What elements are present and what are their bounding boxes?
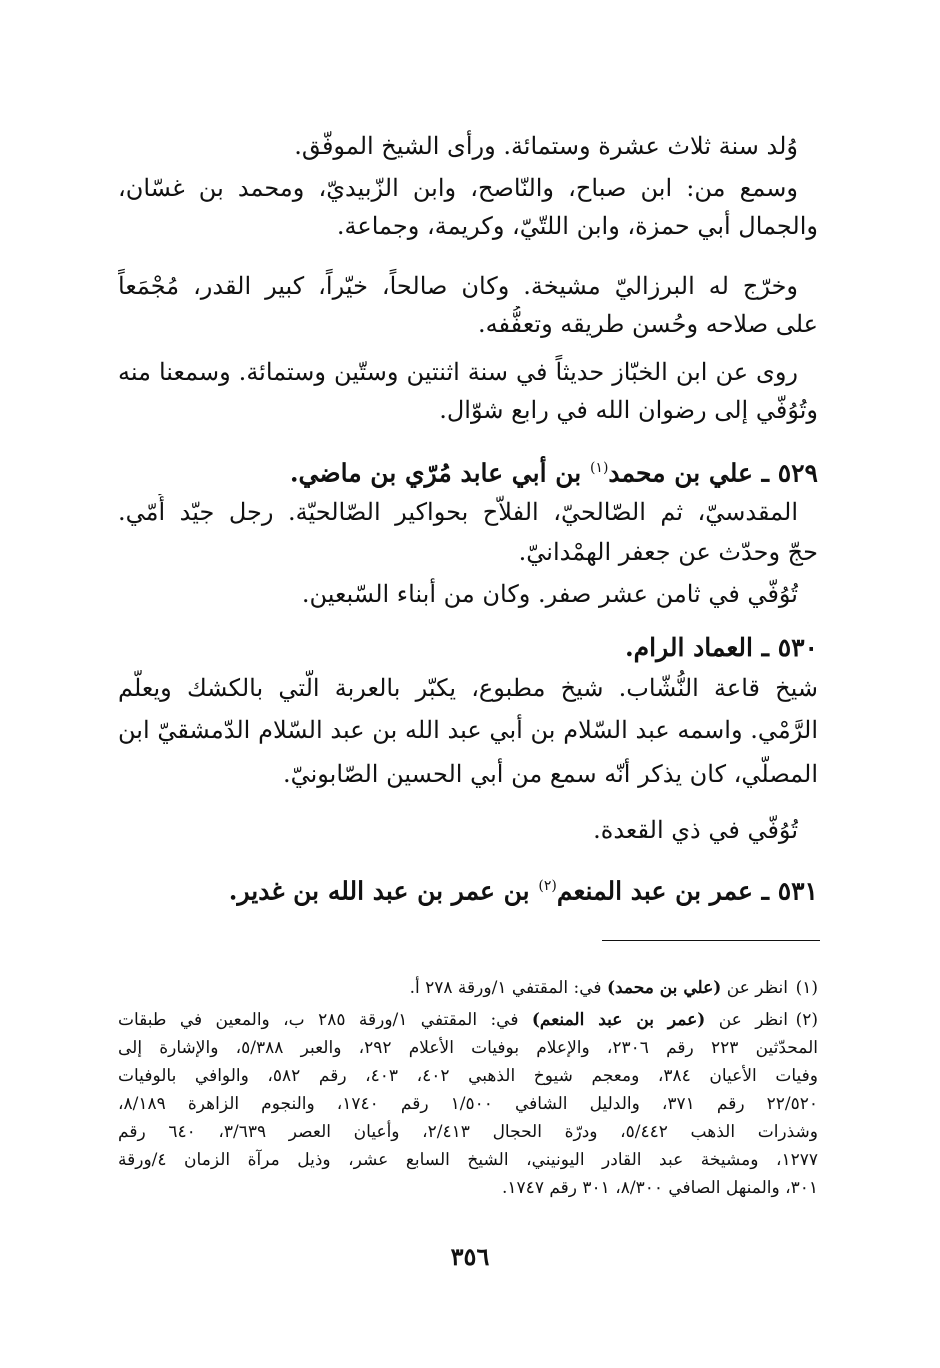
entry-name-rest: بن عمر بن عبد الله بن غدير. — [228, 876, 530, 906]
text-line: على صلاحه وحُسن طريقه وتعفُّفه. — [478, 310, 818, 338]
footnote-number: (١) — [795, 978, 818, 998]
footnote-1 — [118, 974, 788, 1002]
text-line: شيخ قاعة النُّشّاب. شيخ مطبوع، يكبّر بالعربة الّتي بالكشك ويعلّم — [118, 674, 818, 702]
entry-number: ٥٢٩ — [777, 458, 818, 488]
footnote-text: انظر عن — [726, 978, 788, 998]
footnote-2-line — [118, 1006, 788, 1034]
entry-name: عمر بن عبد المنعم — [556, 876, 753, 906]
footnote-text: في: المقتفي ١/ورقة ٢٨٥ ب، والمعين في طبقات — [118, 1010, 519, 1030]
text-line: الرَّمْي. واسمه عبد السّلام بن أبي عبد الله بن عبد السّلام الدّمشقيّ ابن — [118, 716, 818, 744]
text-line: وسمع من: ابن صباح، والنّاصح، وابن الزّبيديّ، ومحمد بن غسّان، — [118, 174, 798, 202]
footnote-bold: (عمر بن عبد المنعم) — [531, 1010, 706, 1030]
footnote-ref-1[interactable]: (١) — [589, 460, 609, 476]
footnote-ref-2[interactable]: (٢) — [538, 878, 557, 894]
entry-heading-529 — [118, 450, 818, 491]
footnote-separator — [602, 940, 820, 941]
footnote-2-line: ١٢٧٧، ومشيخة عبد القادر اليونيني، الشيخ السابع عشر، وذيل مرآة الزمان ٤/ورقة — [118, 1150, 818, 1170]
text-line: وتُوُفّي إلى رضوان الله في رابع شوّال. — [439, 396, 818, 424]
footnote-2-line: المحدّثين ٢٢٣ رقم ٢٣٠٦، والإعلام بوفيات الأعلام ٢٩٢، والعبر ٥/٣٨٨، والإشارة إلى — [118, 1038, 818, 1058]
footnote-text: في: المقتفي ١/ورقة ٢٧٨ أ. — [409, 978, 602, 998]
entry-name: علي بن محمد — [608, 458, 753, 488]
footnote-2-line: وشذرات الذهب ٥/٤٤٢، ودرّة الحجال ٢/٤١٣، وأعيان العصر ٣/٦٣٩، ٦٤٠ رقم — [118, 1122, 818, 1142]
text-line: تُوُفّي في ثامن عشر صفر. وكان من أبناء السّبعين. — [301, 580, 798, 608]
entry-heading-531 — [118, 868, 818, 909]
text-line: حجّ وحدّث عن جعفر الهمْدانيّ. — [518, 538, 818, 566]
text-line: وخرّج له البرزاليّ مشيخة. وكان صالحاً، خيّراً، كبير القدر، مُجْمَعاً — [118, 272, 798, 300]
footnote-2-line: ٢٢/٥٢٠ رقم ٣٧١، والدليل الشافي ١/٥٠٠ رقم ١٧٤٠، والنجوم الزاهرة ٨/١٨٩، — [118, 1094, 818, 1114]
footnote-bold: (علي بن محمد) — [606, 978, 722, 998]
footnote-2-line: وفيات الأعيان ٣٨٤، ومعجم شيوخ الذهبي ٤٠٢، ٤٠٣، رقم ٥٨٢، والوافي بالوفيات — [118, 1066, 818, 1086]
footnote-text: انظر عن — [718, 1010, 788, 1030]
entry-separator: ـ — [761, 876, 769, 906]
text-line: والجمال أبي حمزة، وابن اللتّيّ، وكريمة، وجماعة. — [336, 212, 818, 240]
entry-name-rest: بن أبي عابد مُرّي بن ماضي. — [289, 458, 582, 488]
footnote-2-line: ٣٠١، والمنهل الصافي ٨/٣٠٠، ٣٠١ رقم ١٧٤٧. — [502, 1178, 818, 1198]
text-line: المصلّي، كان يذكر أنّه سمع من أبي الحسين الصّابونيّ. — [282, 760, 818, 788]
entry-separator: ـ — [761, 458, 769, 488]
entry-number: ٥٣١ — [777, 876, 818, 906]
entry-heading-530: ٥٣٠ ـ العماد الرام. — [624, 633, 818, 662]
text-line: المقدسيّ، ثم الصّالحيّ، الفلاّح بحواكير الصّالحيّة. رجل جيّد أُمّي. — [118, 498, 798, 526]
text-line: تُوُفّي في ذي القعدة. — [593, 816, 798, 844]
text-line: روى عن ابن الخبّاز حديثاً في سنة اثنتين وستّين وستمائة. وسمعنا منه — [118, 358, 798, 386]
page-number: ٣٥٦ — [450, 1242, 490, 1271]
footnote-number: (٢) — [795, 1010, 818, 1030]
text-line: وُلد سنة ثلاث عشرة وستمائة. ورأى الشيخ الموفّق. — [294, 132, 798, 160]
